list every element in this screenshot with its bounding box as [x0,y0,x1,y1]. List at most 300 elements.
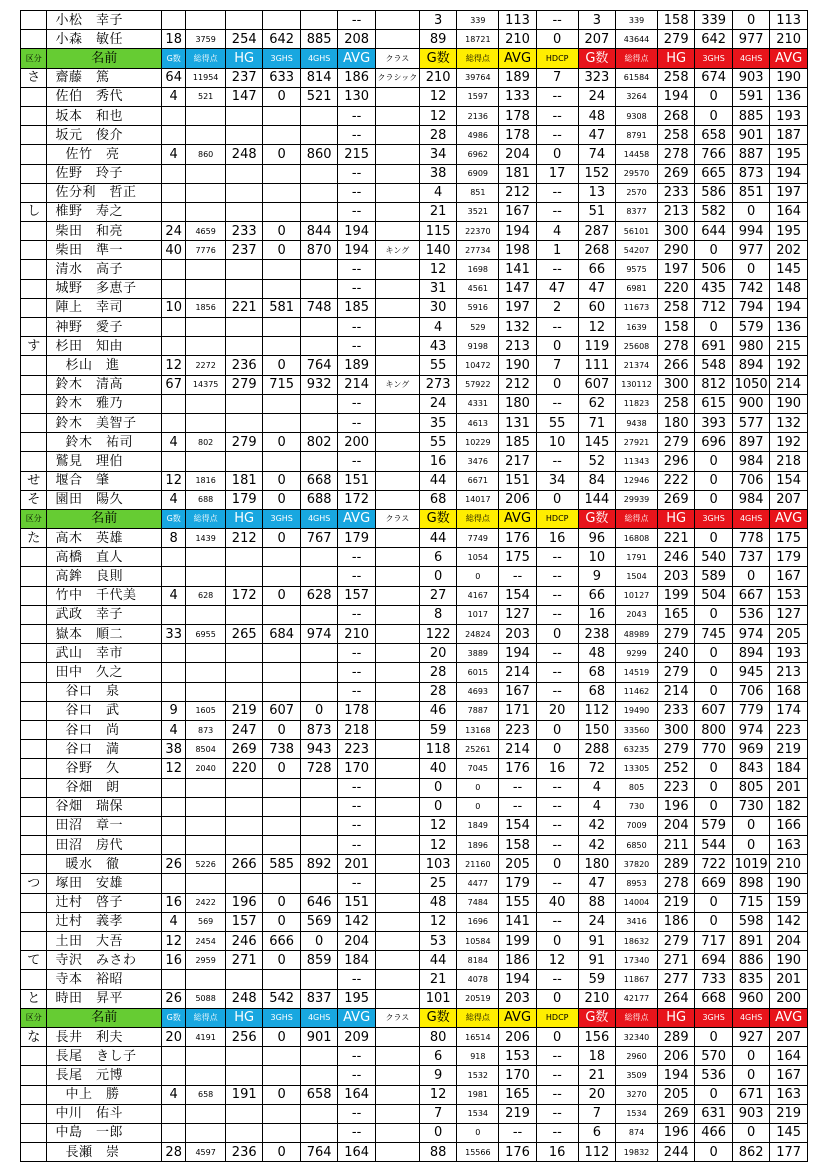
score-cell: 0 [263,222,300,241]
kubun-cell [21,126,47,145]
score-cell: -- [536,548,578,567]
score-cell: 103 [419,855,456,874]
score-cell: 569 [300,912,337,931]
score-cell: 0 [695,318,732,337]
player-name-cell: 高橋 直人 [47,548,162,567]
score-cell: 0 [263,893,300,912]
score-cell: 157 [225,912,262,931]
score-cell: 18721 [457,30,499,49]
score-cell: 13 [578,183,615,202]
score-cell [225,183,262,202]
score-cell [375,1123,419,1142]
score-cell: 10584 [457,932,499,951]
score-cell: 706 [732,682,769,701]
score-cell: 141 [499,912,536,931]
header-cell-avg1: AVG [338,1008,375,1027]
kubun-cell [21,87,47,106]
score-cell [263,279,300,298]
score-cell: 208 [338,30,375,49]
score-cell [162,452,186,471]
score-cell [375,490,419,509]
score-cell: 7749 [457,529,499,548]
score-cell: 0 [263,471,300,490]
score-cell: -- [536,183,578,202]
header-cell-hg1: HG [225,49,262,68]
score-cell [225,778,262,797]
score-cell [300,778,337,797]
table-row [21,797,808,816]
score-cell: 43 [419,337,456,356]
score-cell: 994 [732,222,769,241]
score-cell: -- [338,548,375,567]
score-cell: 205 [770,625,808,644]
header-row [21,49,808,68]
score-cell: 0 [695,1027,732,1046]
score-cell: 194 [770,164,808,183]
score-cell [263,1047,300,1066]
score-cell: 40 [162,241,186,260]
score-cell: 977 [732,30,769,49]
header-cell-hdcp: HDCP [536,49,578,68]
score-cell: 34 [419,145,456,164]
score-cell: 279 [657,740,694,759]
score-cell: 585 [263,855,300,874]
score-cell: 214 [657,682,694,701]
player-name-cell: 谷畑 瑞保 [47,797,162,816]
score-cell [375,912,419,931]
kubun-cell [21,548,47,567]
header-cell-g4_1: 4GHS [300,509,337,528]
score-cell: 47 [578,874,615,893]
score-cell: 190 [770,68,808,87]
score-cell: 504 [695,586,732,605]
score-cell [225,1066,262,1085]
score-cell: 136 [770,87,808,106]
score-cell [263,816,300,835]
player-name-cell: 佐野 玲子 [47,164,162,183]
score-cell: 266 [657,356,694,375]
score-cell: 156 [578,1027,615,1046]
score-cell: 16 [162,893,186,912]
score-cell: 7 [578,1104,615,1123]
score-cell: 0 [536,932,578,951]
score-cell: 212 [225,529,262,548]
table-row [21,30,808,49]
score-cell: 206 [657,1047,694,1066]
score-cell: 4693 [457,682,499,701]
score-cell [162,970,186,989]
score-cell: 874 [616,1123,658,1142]
score-cell: 969 [732,740,769,759]
score-cell: 212 [499,375,536,394]
score-cell [186,874,226,893]
score-cell: -- [536,586,578,605]
score-cell: 194 [499,970,536,989]
score-cell [225,394,262,413]
score-cell: 176 [499,759,536,778]
header-cell-g2: G数 [419,49,456,68]
score-cell: 26 [162,855,186,874]
score-cell: 163 [770,1085,808,1104]
score-cell: -- [536,202,578,221]
score-cell: 213 [657,202,694,221]
score-cell: 12 [536,951,578,970]
score-cell: 6671 [457,471,499,490]
score-cell: 891 [732,932,769,951]
score-cell: 1981 [457,1085,499,1104]
player-name-cell: 田中 久之 [47,663,162,682]
score-cell: 0 [536,855,578,874]
table-row [21,1027,808,1046]
score-cell: 203 [499,989,536,1008]
score-cell: 894 [732,356,769,375]
table-row [21,663,808,682]
player-name-cell: 齋藤 篤 [47,68,162,87]
score-cell: 300 [657,222,694,241]
player-name-cell: 竹中 千代美 [47,586,162,605]
score-cell: 3476 [457,452,499,471]
score-cell: 181 [225,471,262,490]
score-cell: 254 [225,30,262,49]
score-cell: 6962 [457,145,499,164]
score-cell: 132 [770,413,808,432]
player-name-cell: 暖水 徹 [47,855,162,874]
score-cell [263,260,300,279]
score-cell: 1597 [457,87,499,106]
score-cell: 35 [419,413,456,432]
score-cell: -- [338,1066,375,1085]
score-cell: 0 [457,1123,499,1142]
score-cell: 215 [770,337,808,356]
score-cell: 218 [338,720,375,739]
score-cell: 16 [536,1143,578,1162]
score-cell: 48989 [616,625,658,644]
header-cell-cls: クラス [375,1008,419,1027]
score-cell: 6 [578,1123,615,1142]
score-cell: 0 [536,375,578,394]
kubun-cell [21,375,47,394]
player-name-cell: 土田 大吾 [47,932,162,951]
table-row [21,106,808,125]
header-cell-name: 名前 [47,509,162,528]
score-cell: 14004 [616,893,658,912]
table-row [21,222,808,241]
score-cell: 3264 [616,87,658,106]
score-cell: 2422 [186,893,226,912]
score-cell: 6 [419,1047,456,1066]
score-cell: 112 [578,701,615,720]
score-cell: 248 [225,145,262,164]
score-cell: 0 [263,951,300,970]
score-cell: 0 [263,912,300,931]
score-cell: 68 [578,682,615,701]
header-cell-g4_1: 4GHS [300,49,337,68]
header-row [21,1008,808,1027]
score-cell: 147 [225,87,262,106]
table-row [21,855,808,874]
score-cell: -- [338,106,375,125]
score-cell: 927 [732,1027,769,1046]
score-cell: 0 [732,1047,769,1066]
score-cell: 1504 [616,567,658,586]
score-cell: 219 [770,740,808,759]
score-cell: 0 [300,932,337,951]
score-cell: 179 [225,490,262,509]
table-row [21,567,808,586]
score-cell: 20 [162,1027,186,1046]
score-cell: 1816 [186,471,226,490]
score-cell: -- [536,605,578,624]
score-cell: -- [536,567,578,586]
score-cell: 802 [186,433,226,452]
score-cell: 644 [695,222,732,241]
score-cell: 0 [263,720,300,739]
kubun-cell [21,720,47,739]
score-cell: -- [499,567,536,586]
score-cell: 1019 [732,855,769,874]
score-cell: 764 [300,356,337,375]
score-cell [375,1085,419,1104]
score-cell: 12 [419,1085,456,1104]
score-cell: 190 [770,874,808,893]
kubun-cell: そ [21,490,47,509]
score-cell: 6955 [186,625,226,644]
score-cell: 144 [578,490,615,509]
score-cell: 164 [770,1047,808,1066]
score-cell: 191 [225,1085,262,1104]
kubun-cell [21,279,47,298]
score-cell [375,855,419,874]
score-cell: 3889 [457,644,499,663]
score-cell [225,797,262,816]
table-row [21,970,808,989]
player-name-cell: 佐竹 亮 [47,145,162,164]
score-cell: 42177 [616,989,658,1008]
score-cell: 53 [419,932,456,951]
score-cell: 12 [419,87,456,106]
score-cell: 24824 [457,625,499,644]
score-cell: 194 [499,644,536,663]
score-cell: 886 [732,951,769,970]
kubun-cell [21,394,47,413]
score-cell: 258 [657,68,694,87]
score-cell [263,778,300,797]
score-cell: 150 [578,720,615,739]
score-cell: 201 [770,970,808,989]
score-cell: 339 [616,11,658,30]
kubun-cell [21,106,47,125]
header-cell-g4_3: 4GHS [732,509,769,528]
table-row [21,759,808,778]
score-cell: 210 [770,855,808,874]
player-name-cell: 鷲見 理伯 [47,452,162,471]
score-cell: 47 [578,126,615,145]
score-cell: 932 [300,375,337,394]
table-row [21,893,808,912]
score-cell: 157 [338,586,375,605]
score-cell [225,318,262,337]
score-cell: 7 [536,68,578,87]
score-cell: 12 [419,106,456,125]
score-cell: 219 [499,1104,536,1123]
score-cell: 42 [578,836,615,855]
score-cell [300,605,337,624]
score-cell [225,682,262,701]
header-cell-g3: G数 [578,49,615,68]
score-cell: 142 [338,912,375,931]
score-cell [263,644,300,663]
score-cell: 96 [578,529,615,548]
score-cell: 213 [499,337,536,356]
score-cell [225,452,262,471]
score-cell [162,816,186,835]
score-cell: 11343 [616,452,658,471]
score-cell: 12 [419,836,456,855]
score-cell: 4 [162,912,186,931]
score-cell: 195 [770,222,808,241]
score-cell [375,222,419,241]
score-cell: 140 [419,241,456,260]
score-cell: 13168 [457,720,499,739]
score-cell [263,682,300,701]
score-cell: 0 [695,912,732,931]
score-cell [225,164,262,183]
score-cell: 155 [499,893,536,912]
score-cell [225,202,262,221]
score-cell: 165 [657,605,694,624]
table-row [21,951,808,970]
score-cell: 9438 [616,413,658,432]
score-cell [300,413,337,432]
score-cell [300,836,337,855]
score-cell: 6850 [616,836,658,855]
header-cell-hg3: HG [657,1008,694,1027]
score-cell: 132 [499,318,536,337]
score-cell [375,1104,419,1123]
player-name-cell: 鈴木 清高 [47,375,162,394]
score-cell: 569 [186,912,226,931]
header-cell-tot3: 総得点 [616,49,658,68]
score-cell: 14458 [616,145,658,164]
score-cell: 2960 [616,1047,658,1066]
score-cell: 300 [657,375,694,394]
score-cell: 12 [162,356,186,375]
score-cell: 1639 [616,318,658,337]
score-cell: 658 [695,126,732,145]
table-row [21,68,808,87]
header-cell-g2: G数 [419,1008,456,1027]
score-cell: 33560 [616,720,658,739]
score-cell: 668 [300,471,337,490]
score-cell: 738 [263,740,300,759]
score-cell [300,567,337,586]
score-cell: 844 [300,222,337,241]
score-cell: 903 [732,1104,769,1123]
score-cell: 223 [657,778,694,797]
score-cell: 181 [499,164,536,183]
score-cell: 151 [338,893,375,912]
score-cell: 2454 [186,932,226,951]
score-cell: 60 [578,298,615,317]
score-cell: 1532 [457,1066,499,1085]
score-cell: 666 [263,932,300,951]
score-cell [375,605,419,624]
score-cell: 269 [657,164,694,183]
player-name-cell: 中川 佑斗 [47,1104,162,1123]
table-body [21,11,808,1162]
score-cell: 152 [578,164,615,183]
score-cell: -- [338,337,375,356]
table-row [21,682,808,701]
score-cell: 542 [263,989,300,1008]
score-cell: 628 [300,586,337,605]
score-cell: 210 [338,625,375,644]
score-cell: 153 [770,586,808,605]
score-cell: 178 [499,106,536,125]
score-cell: 1791 [616,548,658,567]
score-cell [300,318,337,337]
score-cell: 745 [695,625,732,644]
score-cell: 3759 [186,30,226,49]
score-cell: 3270 [616,1085,658,1104]
score-cell [186,1104,226,1123]
score-cell: 37820 [616,855,658,874]
score-cell: 873 [300,720,337,739]
score-cell: 21374 [616,356,658,375]
table-row [21,87,808,106]
score-cell: 548 [695,356,732,375]
score-cell: 589 [695,567,732,586]
header-cell-g3_1: 3GHS [263,49,300,68]
score-cell [225,260,262,279]
score-cell: 194 [657,1066,694,1085]
score-cell: -- [536,970,578,989]
score-cell [375,701,419,720]
score-cell [225,663,262,682]
score-cell: 185 [338,298,375,317]
score-cell: 264 [657,989,694,1008]
header-cell-avg3: AVG [770,509,808,528]
score-cell: 24 [162,222,186,241]
score-cell: 4331 [457,394,499,413]
kubun-cell [21,1123,47,1142]
player-name-cell: 谷口 尚 [47,720,162,739]
score-cell: 870 [300,241,337,260]
player-name-cell: 杉山 進 [47,356,162,375]
kubun-cell [21,241,47,260]
score-cell: 802 [300,433,337,452]
score-cell: 984 [732,490,769,509]
header-cell-hg3: HG [657,49,694,68]
score-cell: 133 [499,87,536,106]
player-name-cell: 時田 昇平 [47,989,162,1008]
score-cell: 25 [419,874,456,893]
score-cell: 55 [419,356,456,375]
score-cell [263,452,300,471]
score-cell: 210 [419,68,456,87]
score-cell: -- [536,106,578,125]
score-cell: 4 [162,1085,186,1104]
score-cell: 0 [732,11,769,30]
score-cell: 180 [499,394,536,413]
kubun-cell [21,164,47,183]
score-cell: 288 [578,740,615,759]
score-cell [263,548,300,567]
score-cell: 21 [419,970,456,989]
score-cell: 27 [419,586,456,605]
player-name-cell: 椎野 寿之 [47,202,162,221]
table-row [21,932,808,951]
